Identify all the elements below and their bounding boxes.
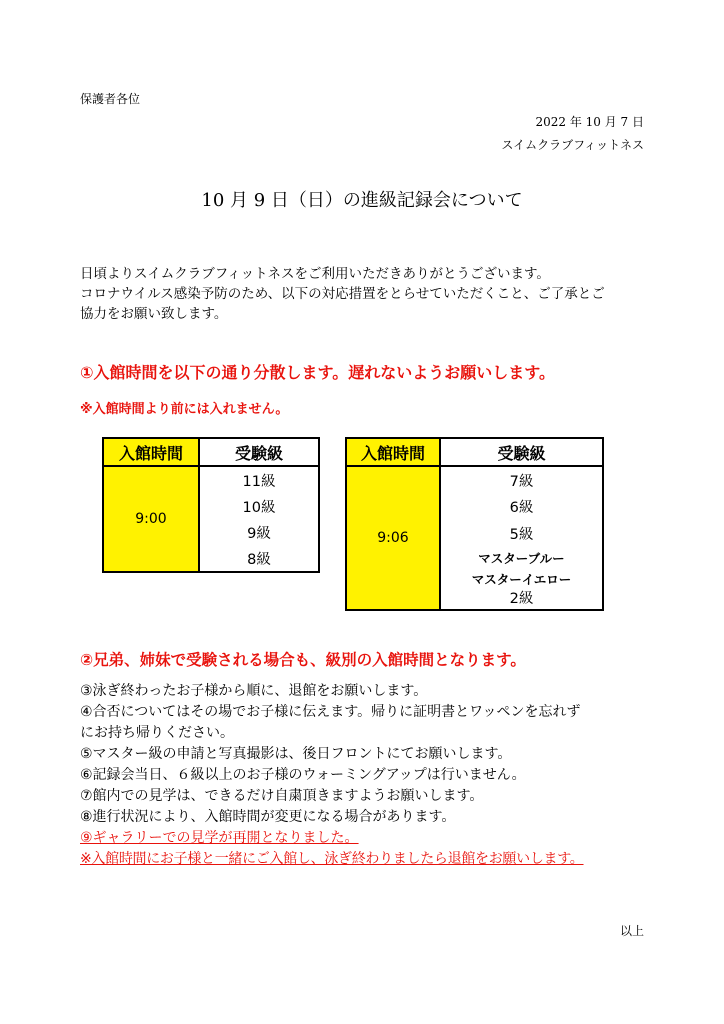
intro-line: 日頃よりスイムクラブフィットネスをご利用いただきありがとうございます。 xyxy=(80,266,550,282)
instruction-list xyxy=(80,681,660,870)
grade-item: 10級 xyxy=(242,499,276,516)
intro-paragraph xyxy=(80,264,670,324)
list-item: ⑦館内での見学は、できるだけ自粛頂きますようお願いします。 xyxy=(80,788,484,804)
grade-item: 5級 xyxy=(509,526,534,543)
entry-time: 9:00 xyxy=(103,466,199,572)
grade-item: 7級 xyxy=(509,473,534,490)
organization: スイムクラブフィットネス xyxy=(501,138,644,152)
list-item: ⑧進行状況により、入館時間が変更になる場合があります。 xyxy=(80,809,456,825)
list-item: ④合否についてはその場でお子様に伝えます。帰りに証明書とワッペンを忘れず xyxy=(80,704,581,720)
grade-item: 9級 xyxy=(247,525,271,542)
table-header-grade: 受験級 xyxy=(440,438,603,466)
intro-line: コロナウイルス感染予防のため、以下の対応措置をとらせていただくこと、ご了承とご xyxy=(80,286,605,302)
section1-note: ※入館時間より前には入れません。 xyxy=(80,402,289,417)
table-header-time: 入館時間 xyxy=(346,438,440,466)
grade-list xyxy=(440,466,603,610)
list-item: ⑤マスター級の申請と写真撮影は、後日フロントにてお願いします。 xyxy=(80,746,512,762)
list-item: ③泳ぎ終わったお子様から順に、退館をお願いします。 xyxy=(80,683,428,699)
grade-item: 11級 xyxy=(242,473,276,490)
grade-item: 6級 xyxy=(509,500,534,517)
recipient: 保護者各位 xyxy=(80,92,141,106)
grade-item: 8級 xyxy=(247,551,271,568)
list-item-highlight: ⑨ギャラリーでの見学が再開となりました。 xyxy=(80,830,359,846)
date: 2022 年 10 月 7 日 xyxy=(535,115,644,129)
section1-heading: ①入館時間を以下の通り分散します。遅れないようお願いします。 xyxy=(80,363,555,382)
page-title: 10 月 9 日（日）の進級記録会について xyxy=(201,190,523,211)
table-header-grade: 受験級 xyxy=(199,438,319,466)
grade-item: 2級 xyxy=(509,591,534,608)
intro-line: 協力をお願い致します。 xyxy=(80,306,228,322)
entry-time: 9:06 xyxy=(346,466,440,610)
grade-item: マスターブルー xyxy=(478,551,565,567)
section2-heading: ②兄弟、姉妹で受験される場合も、級別の入館時間となります。 xyxy=(80,651,526,669)
table-header-time: 入館時間 xyxy=(103,438,199,466)
list-item-highlight: ※入館時間にお子様と一緒にご入館し、泳ぎ終わりましたら退館をお願いします。 xyxy=(80,851,584,867)
grade-item: マスターイエロー xyxy=(471,571,572,587)
entry-time-table-2 xyxy=(345,437,604,611)
list-item: ⑥記録会当日、６級以上のお子様のウォーミングアップは行いません。 xyxy=(80,767,526,783)
grade-list xyxy=(199,466,319,572)
closing-text: 以上 xyxy=(619,924,644,938)
list-item: にお持ち帰りください。 xyxy=(80,725,234,741)
entry-time-table-1 xyxy=(102,437,320,573)
